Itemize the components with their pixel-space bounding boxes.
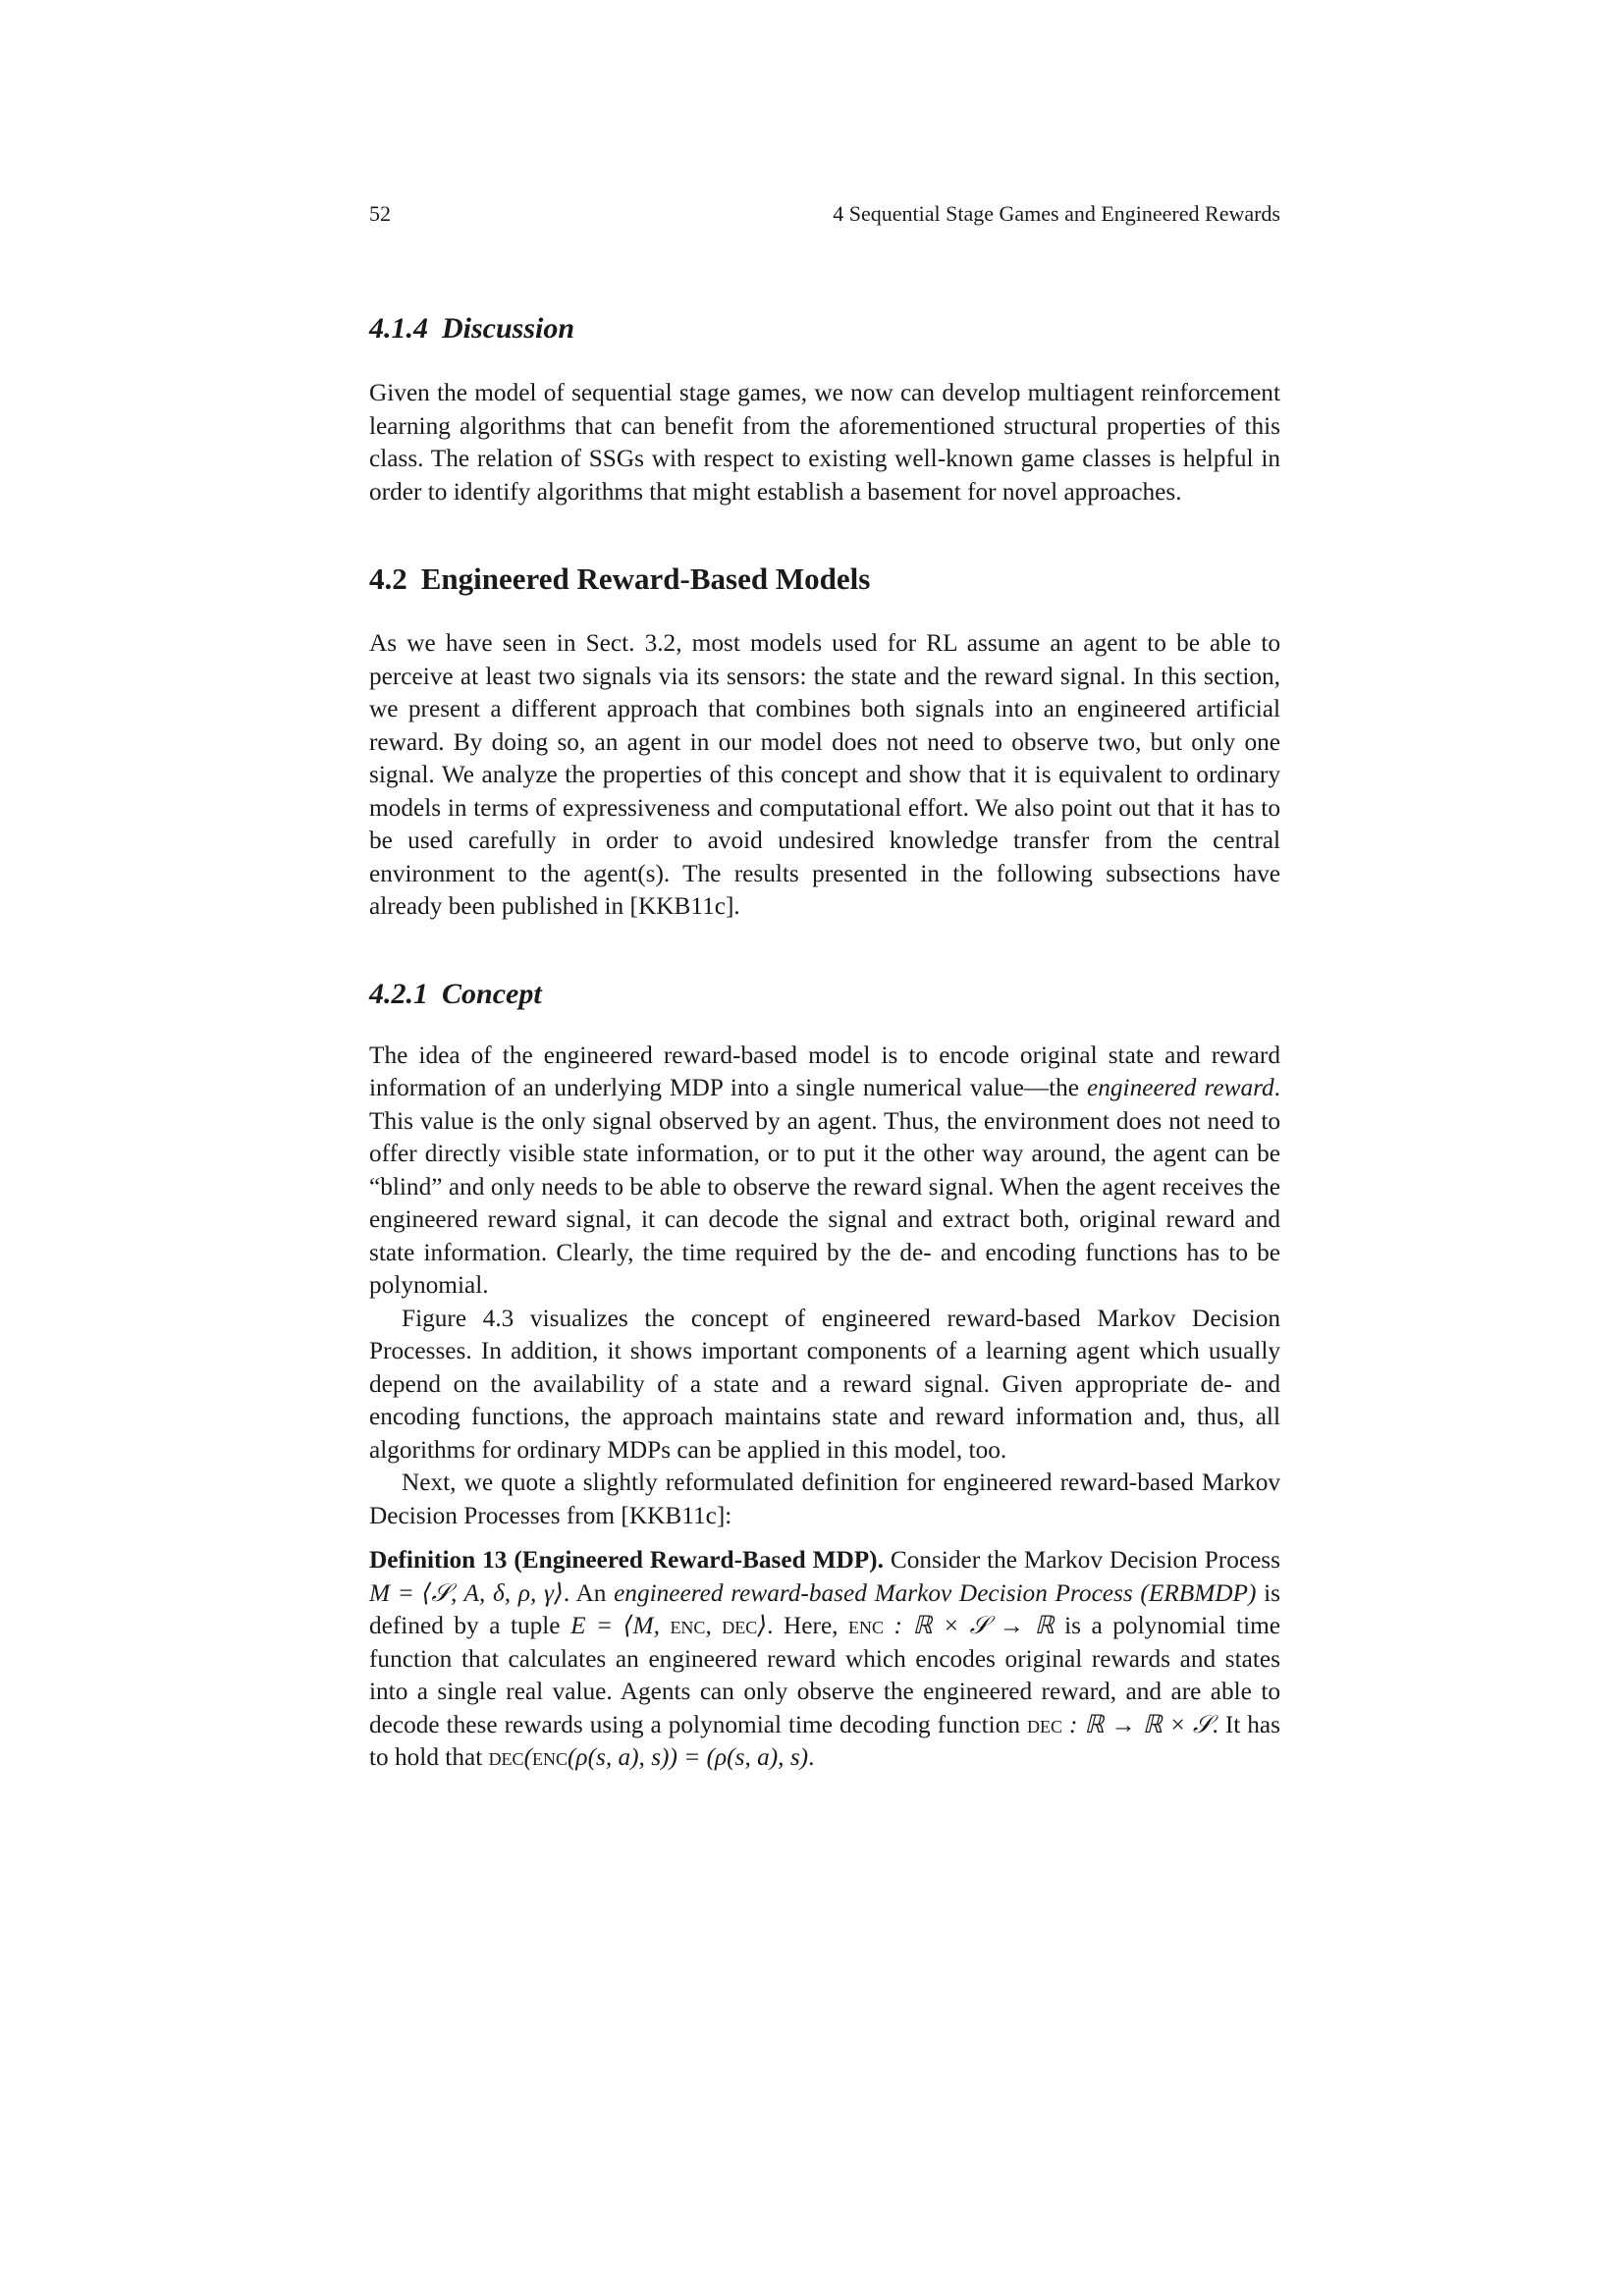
subsection-number: 4.1.4: [369, 312, 428, 345]
section-title: Engineered Reward-Based Models: [420, 561, 871, 596]
term-erbmdp: engineered reward-based Markov Decision Process (ERBMDP): [614, 1578, 1257, 1607]
subsection-title: Concept: [442, 977, 542, 1010]
page-number: 52: [369, 201, 391, 226]
paragraph-discussion: Given the model of sequential stage games, we now can develop multiagent reinforcement learning algorithms that can benefit from the aforementioned structural properties of this class. The relation of SSGs with respect to existing well-known game classes is helpful in order to identify algorithms that might establish a basement for novel approaches.: [369, 379, 1280, 506]
subsection-number: 4.2.1: [369, 977, 428, 1010]
subsection-heading-discussion: [369, 309, 1280, 348]
section-heading-engineered-reward: [369, 560, 1280, 599]
term-engineered-reward: engineered reward: [1087, 1074, 1274, 1101]
subsection-title: Discussion: [442, 312, 575, 345]
chapter-title: 4 Sequential Stage Games and Engineered Rewards: [833, 201, 1280, 226]
running-head: [369, 201, 1280, 237]
definition-13: Definition 13 (Engineered Reward-Based MDP). Consider the Markov Decision Process M = ⟨𝒮, A, δ, ρ, γ⟩. An engineered reward-based Markov Decision Process (ERBMDP) is defined by a tuple E = ⟨M, enc, dec⟩. Here, enc : ℝ × 𝒮 → ℝ is a polynomial time function that calculates an engineered reward which encodes original rewards and states into a single real value. Agents can only observe the engineered reward, and are able to decode these rewards using a polynomial time decoding function dec : ℝ → ℝ × 𝒮. It has to hold that dec(enc(ρ(s, a), s)) = (ρ(s, a), s).: [369, 1546, 1281, 1771]
book-page: [369, 201, 1280, 1775]
paragraph-concept-2: Figure 4.3 visualizes the concept of engineered reward-based Markov Decision Processes. In addition, it shows important components of a learning agent which usually depend on the availability of a state and a reward signal. Given appropriate de- and encoding functions, the approach maintains state and reward information and, thus, all algorithms for ordinary MDPs can be applied in this model, too.: [369, 1304, 1280, 1464]
paragraph-concept-3: Next, we quote a slightly reformulated definition for engineered reward-based Markov Decision Processes from [KKB11c]:: [369, 1468, 1280, 1529]
definition-label: Definition 13 (Engineered Reward-Based MDP).: [369, 1546, 884, 1574]
section-number: 4.2: [369, 561, 407, 596]
paragraph-concept-1: The idea of the engineered reward-based model is to encode original state and reward information of an underlying MDP into a single numerical value—the engineered reward. This value is the only signal observed by an agent. Thus, the environment does not need to offer directly visible state information, or to put it the other way around, the agent can be “blind” and only needs to be able to observe the reward signal. When the agent receives the engineered reward signal, it can decode the signal and extract both, original reward and state information. Clearly, the time required by the de- and encoding functions has to be polynomial.: [369, 1041, 1280, 1299]
paragraph-engineered-reward-intro: As we have seen in Sect. 3.2, most models used for RL assume an agent to be able to perceive at least two signals via its sensors: the state and the reward signal. In this section, we present a different approach that combines both signals into an engineered artificial reward. By doing so, an agent in our model does not need to observe two, but only one signal. We analyze the properties of this concept and show that it is equivalent to ordinary models in terms of expressiveness and computational effort. We also point out that it has to be used carefully in order to avoid undesired knowledge transfer from the central environment to the agent(s). The results presented in the following subsections have already been published in [KKB11c].: [369, 629, 1280, 920]
subsection-heading-concept: [369, 975, 1280, 1014]
math-mdp-tuple: M = ⟨𝒮, A, δ, ρ, γ⟩: [369, 1578, 564, 1607]
